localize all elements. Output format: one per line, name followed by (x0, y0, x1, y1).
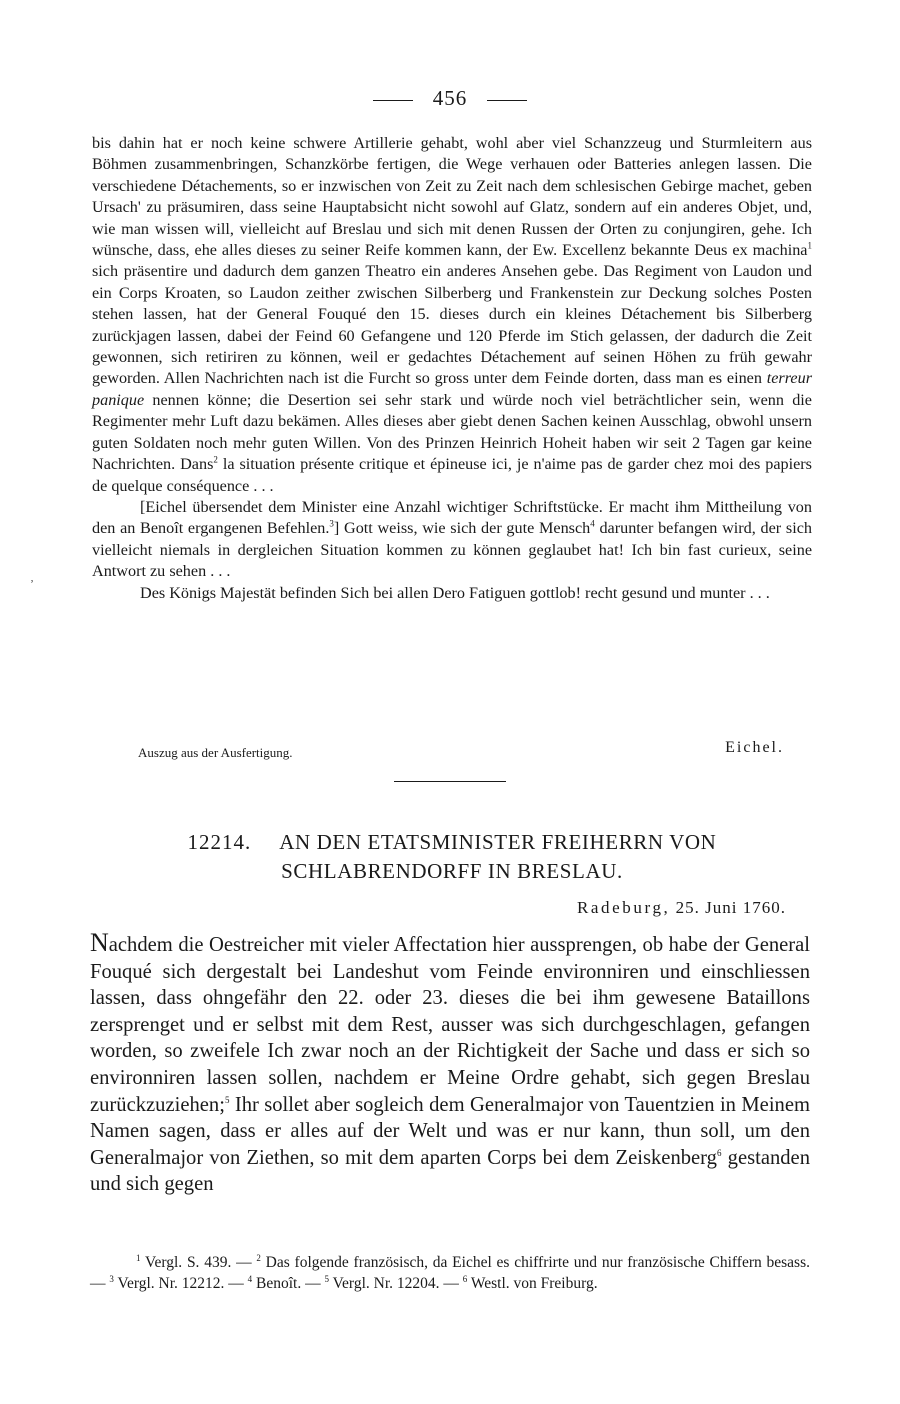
title-line-2: SCHLABRENDORFF IN BRESLAU. (281, 859, 623, 883)
date-place: Radeburg, (576, 898, 671, 917)
footnote-ref: 2 (213, 454, 218, 465)
footnote-ref: 5 (224, 1094, 230, 1105)
signature-row (92, 739, 812, 763)
margin-mark: ‚ (30, 570, 34, 584)
letter-excerpt (92, 133, 812, 604)
document-heading (92, 828, 812, 886)
source-note: Auszug aus der Ausfertigung. (138, 745, 293, 760)
footnote-ref: 6 (716, 1147, 722, 1158)
page-number: 456 (432, 86, 468, 110)
dateline (577, 898, 786, 918)
footnote-ref: 1 (807, 240, 812, 251)
header-rule-right (487, 100, 527, 101)
signer: Eichel. (725, 739, 784, 756)
italic-phrase: terreur panique (92, 369, 812, 409)
title-line-1: AN DEN ETATSMINISTER FREIHERRN VON (279, 830, 717, 854)
initial-letter: N (90, 928, 109, 957)
footnotes (90, 1252, 810, 1294)
letter-paragraph-2: [Eichel übersendet dem Minister eine Anzahl wichtiger Schriftstücke. Er macht ihm Mittheilung von den an Benoît ergangenen Befehlen.$^3$] Gott weiss, wie sich der gute Mensch$^4$ darunter befangen wird, der sich vielleicht niemals in dergleichen Situation kommen zu können geglaubet hat! Ich bin fast curieux, seine Antwort zu sehen . . . (92, 497, 812, 581)
page-header (0, 86, 900, 111)
document-body (90, 930, 810, 1198)
letter-paragraph-3: Des Königs Majestät befinden Sich bei allen Dero Fatiguen gottlob! recht gesund und munter . . . (140, 583, 770, 602)
footnote-ref: 4 (590, 518, 595, 529)
letter-paragraph-1: bis dahin hat er noch keine schwere Artillerie gehabt, wohl aber viel Schanzzeug und Sturmleitern aus Böhmen zusammenbringen, Schanzkörbe fertigen, die Wege verhauen oder Batteries anlegen lassen. Die verschiedene Détachements, so er inzwischen von Zeit zu Zeit nach dem schlesischen Gebirge machet, geben Ursach' zu präsumiren, dass seine Hauptabsicht nicht sowohl auf Glatz, sondern auf ein anderes Objet, und, wie man wissen will, vielleicht auf Breslau und sich mit denen Russen der Orten zu conjungiren, gehe. Ich wünsche, dass, ehe alles dieses zu seiner Reife kommen kann, der Ew. Excellenz bekannte Deus ex machina$^1$ sich präsentire und dadurch dem ganzen Theatro ein anderes Ansehen gebe. Das Regiment von Laudon und ein Corps Kroaten, so Laudon zeither zwischen Silberberg und Frankenstein zur Deckung solches Posten stehen lassen, hat der General Fouqué den 15. dieses durch ein kleines Détachement bis Silberberg zurückjagen lassen, dabei der Feind 60 Gefangene und 120 Pferde im Stich gelassen, der dadurch die Zeit gewonnen, sich retiriren zu können, weil er gedachtes Détachement auf seinen Höhen zu früh gewahr geworden. Allen Nachrichten nach ist die Furcht so gross unter dem Feinde dorten, dass man es einen terreur panique nennen könne; die Desertion sei sehr stark und würde noch viel beträchtlicher sein, wenn die Regimenter mehr Luft dazu bekämen. Alles dieses aber giebt denen Sachen keinen Ausschlag, obwohl unsern guten Soldaten noch mehr guten Willen. Von des Prinzen Heinrich Hoheit haben wir seit 2 Tagen gar keine Nachrichten. Dans$^2$ la situation présente critique et épineuse ici, je n'aime pas de garder chez moi des papiers de quelque conséquence . . . (92, 134, 812, 495)
body-paragraph: Nachdem die Oestreicher mit vieler Affectation hier aussprengen, ob habe der General Fouqué sich dergestalt bei Landeshut vom Feinde environniren und einschliessen lassen, dass ohngefähr den 22. oder 23. dieses die bei ihm gewesene Bataillons zersprenget und er selbst mit dem Rest, ausser was sich durchgeschlagen, gefangen worden, so zweifele Ich zwar noch an der Richtigkeit der Sache und dass er sich so environniren lassen sollen, nachdem er Meine Ordre gehabt, sich gegen Breslau zurückzuziehen;$^5$ Ihr sollet aber sogleich dem Generalmajor von Tauentzien in Meinem Namen sagen, dass er alles auf der Welt und was er nur kann, thun soll, um den Generalmajor von Ziethen, so mit dem aparten Corps bei dem Zeiskenberg$^6$ gestanden und sich gegen (90, 928, 810, 1196)
footnote-ref: 3 (329, 518, 334, 529)
footnote-block: $^1$ Vergl. S. 439. — $^2$ Das folgende französisch, da Eichel es chiffrirte und nur französische Chiffern besass. — $^3$ Vergl. Nr. 12212. — $^4$ Benoît. — $^5$ Vergl. Nr. 12204. — $^6$ Westl. von Freiburg. (90, 1252, 810, 1292)
date: 25. Juni 1760. (670, 898, 786, 917)
document-number: 12214. (187, 830, 252, 854)
header-rule-left (373, 100, 413, 101)
section-divider (394, 781, 506, 782)
heading-line-1 (92, 828, 812, 857)
